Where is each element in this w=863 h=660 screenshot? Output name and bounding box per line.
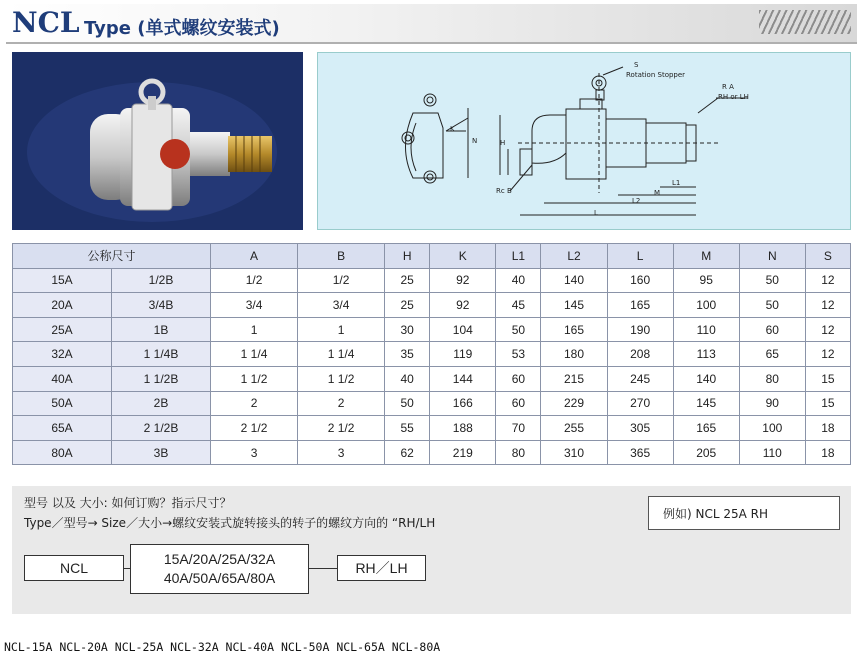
cell-n: 50 bbox=[739, 268, 805, 293]
cell-m: 145 bbox=[673, 391, 739, 416]
cell-pipe-size: 3/4B bbox=[112, 293, 211, 318]
cell-nominal-size: 25A bbox=[13, 317, 112, 342]
size-box bbox=[130, 544, 309, 594]
product-photo bbox=[12, 52, 303, 230]
header-k: K bbox=[430, 244, 496, 269]
cell-a: 1 bbox=[211, 317, 298, 342]
cell-m: 165 bbox=[673, 416, 739, 441]
ordering-section bbox=[12, 486, 851, 614]
cell-a: 2 1/2 bbox=[211, 416, 298, 441]
label-n: N bbox=[472, 137, 478, 145]
cell-h: 62 bbox=[385, 440, 430, 465]
type-box: NCL bbox=[24, 555, 124, 581]
cell-m: 205 bbox=[673, 440, 739, 465]
table-row bbox=[13, 342, 851, 367]
cell-a: 1 1/4 bbox=[211, 342, 298, 367]
example-box bbox=[648, 496, 840, 530]
cell-l2: 180 bbox=[541, 342, 607, 367]
cell-nominal-size: 20A bbox=[13, 293, 112, 318]
cell-l: 365 bbox=[607, 440, 673, 465]
cell-b: 3 bbox=[298, 440, 385, 465]
label-l1: L1 bbox=[672, 179, 681, 187]
cell-l2: 229 bbox=[541, 391, 607, 416]
cell-l1: 40 bbox=[496, 268, 541, 293]
cell-b: 1 1/2 bbox=[298, 366, 385, 391]
cell-a: 2 bbox=[211, 391, 298, 416]
dimension-drawing bbox=[317, 52, 851, 230]
cell-pipe-size: 2 1/2B bbox=[112, 416, 211, 441]
table-row bbox=[13, 366, 851, 391]
cell-s: 12 bbox=[805, 342, 850, 367]
cell-n: 90 bbox=[739, 391, 805, 416]
title-bar bbox=[6, 4, 857, 42]
cell-l1: 60 bbox=[496, 391, 541, 416]
cell-b: 1 bbox=[298, 317, 385, 342]
cell-l: 190 bbox=[607, 317, 673, 342]
label-l: L bbox=[594, 209, 598, 217]
label-l2: L2 bbox=[632, 197, 641, 205]
cell-a: 3 bbox=[211, 440, 298, 465]
cell-b: 2 1/2 bbox=[298, 416, 385, 441]
cell-k: 119 bbox=[430, 342, 496, 367]
table-row bbox=[13, 391, 851, 416]
cell-b: 1 1/4 bbox=[298, 342, 385, 367]
header-a: A bbox=[211, 244, 298, 269]
cell-m: 140 bbox=[673, 366, 739, 391]
header-l1: L1 bbox=[496, 244, 541, 269]
table-header-row bbox=[13, 244, 851, 269]
cell-n: 50 bbox=[739, 293, 805, 318]
cell-l2: 165 bbox=[541, 317, 607, 342]
cell-a: 1/2 bbox=[211, 268, 298, 293]
cell-l: 245 bbox=[607, 366, 673, 391]
cell-l1: 60 bbox=[496, 366, 541, 391]
cell-s: 18 bbox=[805, 440, 850, 465]
cell-h: 50 bbox=[385, 391, 430, 416]
connector-line bbox=[309, 568, 337, 569]
direction-box: RH／LH bbox=[337, 555, 426, 581]
example-text: 例如) NCL 25A RH bbox=[663, 506, 769, 521]
cell-h: 30 bbox=[385, 317, 430, 342]
header-s: S bbox=[805, 244, 850, 269]
cell-l1: 70 bbox=[496, 416, 541, 441]
label-h: H bbox=[500, 139, 506, 147]
cell-k: 219 bbox=[430, 440, 496, 465]
header-b: B bbox=[298, 244, 385, 269]
cell-k: 92 bbox=[430, 268, 496, 293]
cell-n: 60 bbox=[739, 317, 805, 342]
cell-nominal-size: 65A bbox=[13, 416, 112, 441]
cell-l1: 50 bbox=[496, 317, 541, 342]
cell-n: 100 bbox=[739, 416, 805, 441]
spec-table bbox=[12, 243, 851, 465]
cell-k: 92 bbox=[430, 293, 496, 318]
cell-pipe-size: 2B bbox=[112, 391, 211, 416]
cell-m: 113 bbox=[673, 342, 739, 367]
cell-nominal-size: 15A bbox=[13, 268, 112, 293]
table-row bbox=[13, 268, 851, 293]
label-s: S bbox=[634, 61, 639, 69]
label-k: K bbox=[450, 125, 455, 133]
header-n: N bbox=[739, 244, 805, 269]
decorative-stripes bbox=[759, 10, 851, 34]
cell-l: 270 bbox=[607, 391, 673, 416]
cell-s: 15 bbox=[805, 366, 850, 391]
cell-h: 40 bbox=[385, 366, 430, 391]
cell-k: 104 bbox=[430, 317, 496, 342]
cell-h: 25 bbox=[385, 293, 430, 318]
label-rh-lh: RH or LH bbox=[718, 93, 749, 101]
cell-s: 12 bbox=[805, 293, 850, 318]
cell-n: 65 bbox=[739, 342, 805, 367]
cell-a: 1 1/2 bbox=[211, 366, 298, 391]
cell-s: 12 bbox=[805, 268, 850, 293]
cell-k: 144 bbox=[430, 366, 496, 391]
cell-h: 35 bbox=[385, 342, 430, 367]
cell-m: 100 bbox=[673, 293, 739, 318]
size-line-1: 15A/20A/25A/32A bbox=[163, 551, 276, 567]
table-row bbox=[13, 416, 851, 441]
label-rotation-stopper: Rotation Stopper bbox=[626, 71, 686, 79]
cell-pipe-size: 1B bbox=[112, 317, 211, 342]
cell-l2: 310 bbox=[541, 440, 607, 465]
cell-l2: 255 bbox=[541, 416, 607, 441]
cell-nominal-size: 80A bbox=[13, 440, 112, 465]
cell-l1: 45 bbox=[496, 293, 541, 318]
header-l: L bbox=[607, 244, 673, 269]
cell-s: 15 bbox=[805, 391, 850, 416]
cell-nominal-size: 40A bbox=[13, 366, 112, 391]
order-instruction: Type／型号→ Size／大小→螺纹安装式旋转接头的转子的螺纹方向的 “RH/LH bbox=[24, 516, 436, 530]
table-row bbox=[13, 317, 851, 342]
cell-b: 1/2 bbox=[298, 268, 385, 293]
title-rule bbox=[6, 42, 857, 44]
label-m: M bbox=[654, 189, 661, 197]
cell-m: 110 bbox=[673, 317, 739, 342]
cell-k: 188 bbox=[430, 416, 496, 441]
cell-l: 208 bbox=[607, 342, 673, 367]
header-h: H bbox=[385, 244, 430, 269]
cell-pipe-size: 1 1/4B bbox=[112, 342, 211, 367]
cell-n: 110 bbox=[739, 440, 805, 465]
cell-h: 55 bbox=[385, 416, 430, 441]
cell-nominal-size: 50A bbox=[13, 391, 112, 416]
cell-pipe-size: 1/2B bbox=[112, 268, 211, 293]
label-ra: R A bbox=[722, 83, 734, 91]
cell-a: 3/4 bbox=[211, 293, 298, 318]
cell-s: 12 bbox=[805, 317, 850, 342]
series-title: NCL bbox=[12, 6, 80, 39]
type-label: Type (单式螺纹安装式) bbox=[84, 18, 280, 39]
cell-l2: 140 bbox=[541, 268, 607, 293]
cell-l1: 53 bbox=[496, 342, 541, 367]
cell-n: 80 bbox=[739, 366, 805, 391]
table-row bbox=[13, 293, 851, 318]
cell-l2: 215 bbox=[541, 366, 607, 391]
label-rc-b: Rc B bbox=[496, 187, 512, 195]
cell-l1: 80 bbox=[496, 440, 541, 465]
table-row bbox=[13, 440, 851, 465]
header-m: M bbox=[673, 244, 739, 269]
cell-s: 18 bbox=[805, 416, 850, 441]
cell-l2: 145 bbox=[541, 293, 607, 318]
cell-pipe-size: 1 1/2B bbox=[112, 366, 211, 391]
cell-b: 2 bbox=[298, 391, 385, 416]
cell-l: 305 bbox=[607, 416, 673, 441]
cell-k: 166 bbox=[430, 391, 496, 416]
cell-m: 95 bbox=[673, 268, 739, 293]
header-nominal-size: 公称尺寸 bbox=[13, 244, 211, 269]
cell-nominal-size: 32A bbox=[13, 342, 112, 367]
cell-l: 160 bbox=[607, 268, 673, 293]
header-l2: L2 bbox=[541, 244, 607, 269]
cell-b: 3/4 bbox=[298, 293, 385, 318]
cell-l: 165 bbox=[607, 293, 673, 318]
order-question: 型号 以及 大小: 如何订购？指示尺寸？ bbox=[24, 496, 232, 510]
size-line-2: 40A/50A/65A/80A bbox=[163, 570, 276, 586]
cell-pipe-size: 3B bbox=[112, 440, 211, 465]
model-list: NCL-15A NCL-20A NCL-25A NCL-32A NCL-40A NCL-50A NCL-65A NCL-80A bbox=[4, 640, 441, 654]
cell-h: 25 bbox=[385, 268, 430, 293]
